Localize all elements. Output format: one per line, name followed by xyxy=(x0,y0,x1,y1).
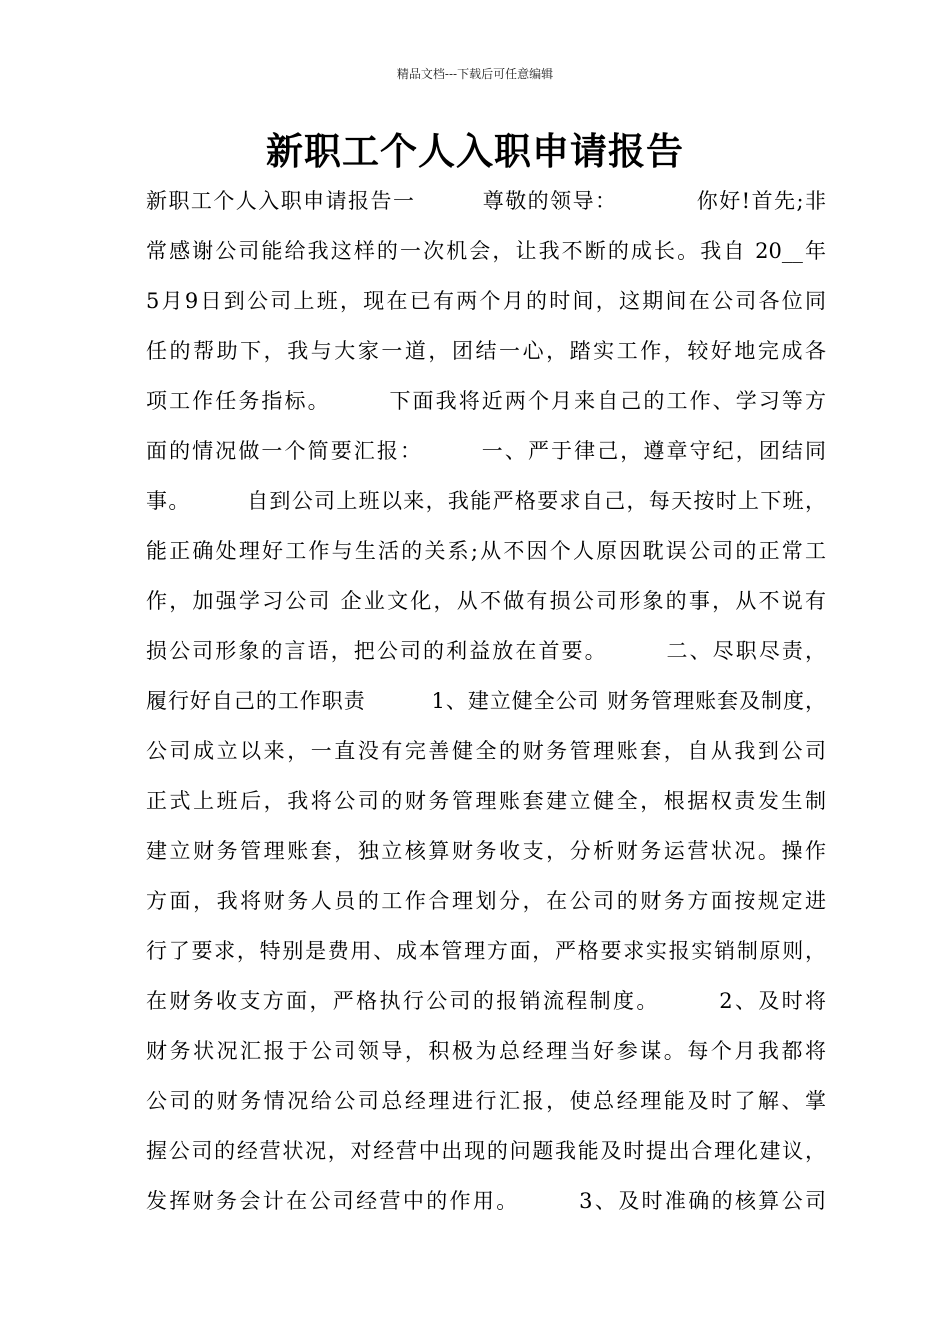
body-line: 事。 自到公司上班以来，我能严格要求自己，每天按时上下班， xyxy=(146,489,826,513)
body-line: 公司成立以来，一直没有完善健全的财务管理账套，自从我到公司 xyxy=(146,739,826,763)
body-line: 作，加强学习公司 企业文化，从不做有损公司形象的事，从不说有 xyxy=(146,589,826,613)
body-line: 5月9日到公司上班，现在已有两个月的时间，这期间在公司各位同 xyxy=(146,289,826,313)
body-line: 能正确处理好工作与生活的关系;从不因个人原因耽误公司的正常工 xyxy=(146,539,826,563)
body-line: 发挥财务会计在公司经营中的作用。 3、及时准确的核算公司 xyxy=(146,1189,826,1213)
body-line: 损公司形象的言语，把公司的利益放在首要。 二、尽职尽责， xyxy=(146,639,826,663)
document-header-note: 精品文档---下载后可任意编辑 xyxy=(396,67,554,81)
body-line: 常感谢公司能给我这样的一次机会，让我不断的成长。我自 20__年 xyxy=(146,239,826,263)
body-line: 建立财务管理账套，独立核算财务收支，分析财务运营状况。操作 xyxy=(146,839,826,863)
body-line: 面的情况做一个简要汇报： 一、严于律己，遵章守纪，团结同 xyxy=(146,439,826,463)
body-line: 项工作任务指标。 下面我将近两个月来自己的工作、学习等方 xyxy=(146,389,826,413)
document-body xyxy=(146,176,826,1226)
body-line: 握公司的经营状况，对经营中出现的问题我能及时提出合理化建议， xyxy=(146,1139,826,1163)
body-line: 履行好自己的工作职责 1、建立健全公司 财务管理账套及制度， xyxy=(146,689,826,713)
body-line: 在财务收支方面，严格执行公司的报销流程制度。 2、及时将 xyxy=(146,989,826,1013)
body-line: 正式上班后，我将公司的财务管理账套建立健全，根据权责发生制 xyxy=(146,789,826,813)
body-line: 方面，我将财务人员的工作合理划分，在公司的财务方面按规定进 xyxy=(146,889,826,913)
document-title: 新职工个人入职申请报告 xyxy=(266,130,684,173)
body-line: 行了要求，特别是费用、成本管理方面，严格要求实报实销制原则， xyxy=(146,939,826,963)
body-line: 财务状况汇报于公司领导，积极为总经理当好参谋。每个月我都将 xyxy=(146,1039,826,1063)
body-line: 新职工个人入职申请报告一 尊敬的领导： 你好!首先;非 xyxy=(146,189,826,213)
body-line: 任的帮助下，我与大家一道，团结一心，踏实工作，较好地完成各 xyxy=(146,339,826,363)
body-line: 公司的财务情况给公司总经理进行汇报，使总经理能及时了解、掌 xyxy=(146,1089,826,1113)
